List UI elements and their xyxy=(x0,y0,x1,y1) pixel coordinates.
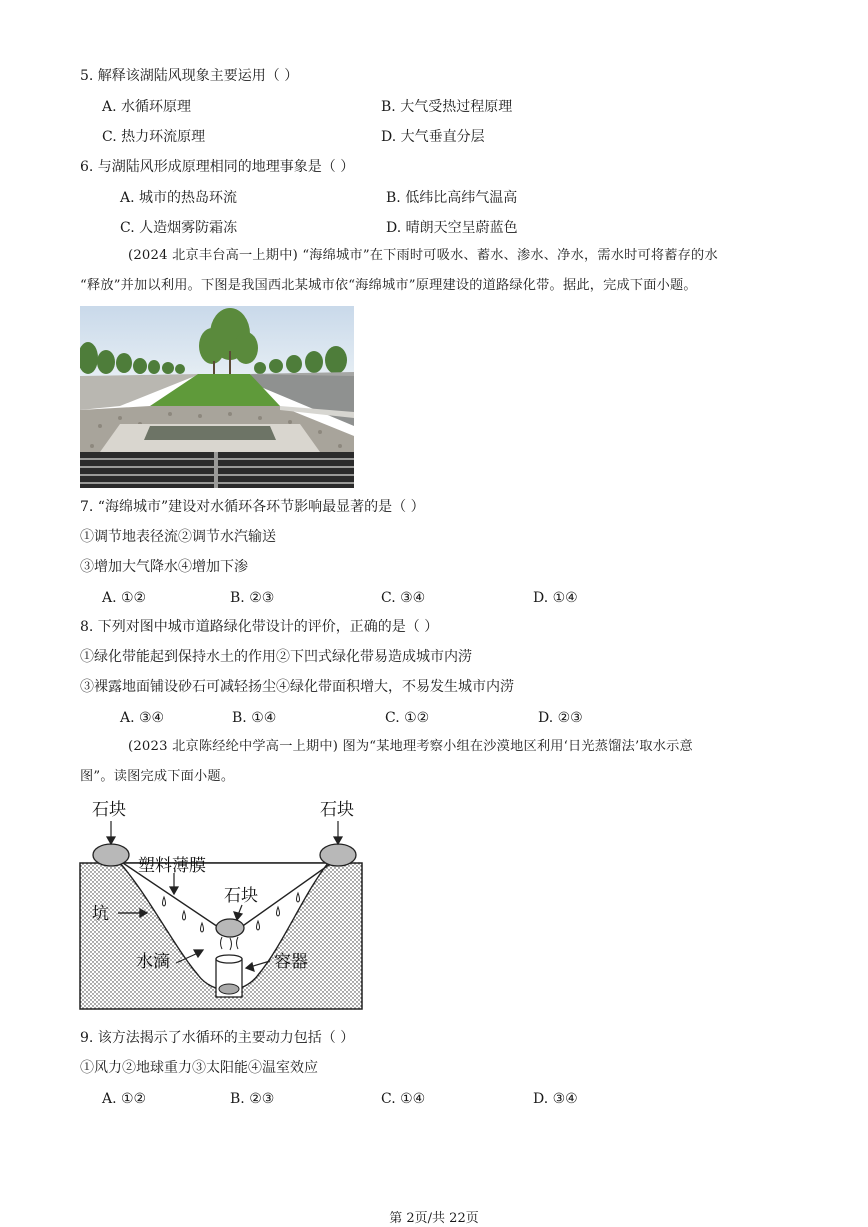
q9-option-b: B. ②③ xyxy=(230,1091,275,1107)
label-container: 容器 xyxy=(274,952,308,972)
q8-option-a: A. ③④ xyxy=(120,710,165,726)
q9-option-d: D. ③④ xyxy=(533,1091,578,1107)
label-stone-center: 石块 xyxy=(224,886,258,906)
q6-option-d: D. 晴朗天空呈蔚蓝色 xyxy=(386,220,518,236)
q5-option-a: A. 水循环原理 xyxy=(102,99,192,115)
q9-option-c: C. ①④ xyxy=(381,1091,426,1107)
context-1-line-2: “释放”并加以利用。下图是我国西北某城市依“海绵城市”原理建设的道路绿化带。据此，完成下面小题。 xyxy=(80,278,697,293)
label-water-droplets: 水滴 xyxy=(136,952,170,972)
q7-statements-2: ③增加大气降水④增加下渗 xyxy=(80,559,248,575)
context-2-line-2: 图”。读图完成下面小题。 xyxy=(80,769,235,784)
q8-option-b: B. ①④ xyxy=(232,710,277,726)
label-stone-left: 石块 xyxy=(92,800,126,820)
q8-option-d: D. ②③ xyxy=(538,710,583,726)
question-7-stem: 7. “海绵城市”建设对水循环各环节影响最显著的是（ ） xyxy=(80,499,425,515)
question-9-stem: 9. 该方法揭示了水循环的主要动力包括（ ） xyxy=(80,1030,355,1046)
question-6-stem: 6. 与湖陆风形成原理相同的地理事象是（ ） xyxy=(80,159,355,175)
context-2-line-1: (2023 北京陈经纶中学高一上期中) 图为“某地理考察小组在沙漠地区利用‘日光蒸馏法’取水示意 xyxy=(128,739,693,754)
label-stone-right: 石块 xyxy=(320,800,354,820)
label-pit: 坑 xyxy=(92,904,109,924)
question-5-stem: 5. 解释该湖陆风现象主要运用（ ） xyxy=(80,68,299,84)
q5-option-b: B. 大气受热过程原理 xyxy=(381,99,513,115)
page-number: 第 2页/共 22页 xyxy=(389,1211,479,1226)
q9-option-a: A. ①② xyxy=(102,1091,147,1107)
q5-option-c: C. 热力环流原理 xyxy=(102,129,206,145)
context-sponge-city xyxy=(80,241,790,301)
q8-option-c: C. ①② xyxy=(385,710,430,726)
q7-option-d: D. ①④ xyxy=(533,590,578,606)
q7-option-b: B. ②③ xyxy=(230,590,275,606)
q7-option-a: A. ①② xyxy=(102,590,147,606)
q8-statements-1: ①绿化带能起到保持水土的作用②下凹式绿化带易造成城市内涝 xyxy=(80,649,472,665)
context-1-line-1: (2024 北京丰台高一上期中) “海绵城市”在下雨时可吸水、蓄水、渗水、净水，需水时可将蓄存的水 xyxy=(128,248,718,263)
green-belt-photo xyxy=(80,306,354,488)
q6-option-b: B. 低纬比高纬气温高 xyxy=(386,190,518,206)
q8-statements-2: ③裸露地面铺设砂石可减轻扬尘④绿化带面积增大，不易发生城市内涝 xyxy=(80,679,514,695)
q5-option-d: D. 大气垂直分层 xyxy=(381,129,485,145)
q7-statements-1: ①调节地表径流②调节水汽输送 xyxy=(80,529,276,545)
q6-option-a: A. 城市的热岛环流 xyxy=(120,190,238,206)
solar-distillation-diagram xyxy=(78,795,364,1013)
q9-statements: ①风力②地球重力③太阳能④温室效应 xyxy=(80,1060,318,1076)
label-plastic-film: 塑料薄膜 xyxy=(138,856,206,876)
q7-option-c: C. ③④ xyxy=(381,590,426,606)
q6-option-c: C. 人造烟雾防霜冻 xyxy=(120,220,238,236)
question-8-stem: 8. 下列对图中城市道路绿化带设计的评价，正确的是（ ） xyxy=(80,619,439,635)
context-solar-distillation xyxy=(80,732,790,792)
